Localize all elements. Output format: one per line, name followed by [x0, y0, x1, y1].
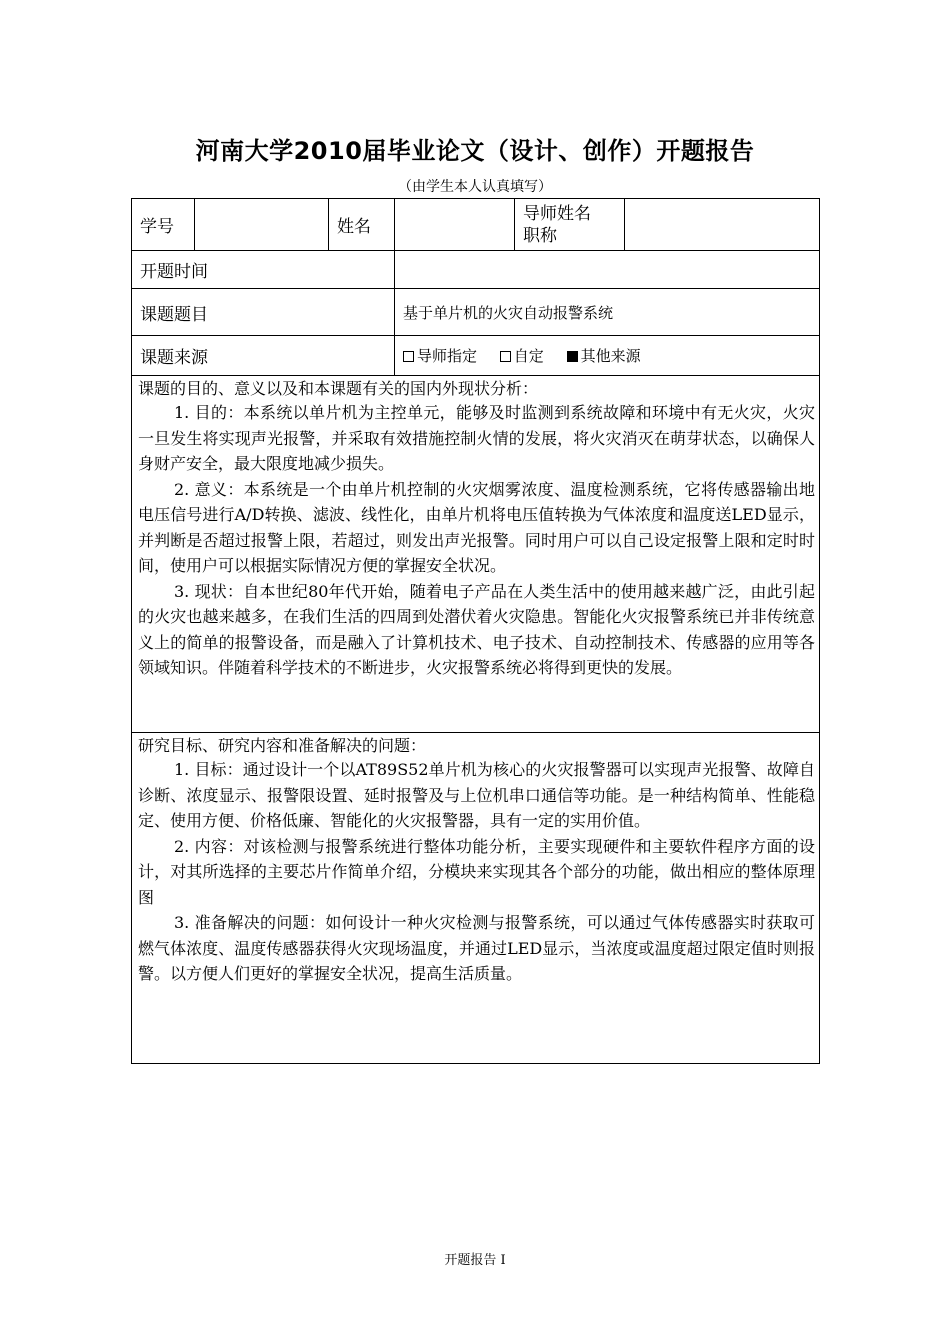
advisor-label [515, 199, 625, 251]
row-section-analysis [132, 376, 820, 733]
goals-section [132, 733, 820, 1064]
proposal-form-table [131, 198, 820, 1064]
advisor-name-label: 导师姓名 [523, 203, 591, 224]
source-option-label: 导师指定 [417, 347, 478, 365]
goals-paragraph-target: 1. 目标：通过设计一个以AT89S52单片机为核心的火灾报警器可以实现声光报警、故障自诊断、浓度显示、报警限设置、延时报警及与上位机串口通信等功能。是一种结构简单、性能稳定、使用方便、价格低廉、智能化的火灾报警器，具有一定的实用价值。 [138, 760, 815, 830]
row-source [132, 336, 820, 376]
document-title: 河南大学2010届毕业论文（设计、创作）开题报告 [195, 137, 755, 165]
row-section-goals [132, 733, 820, 1064]
checkbox-unchecked-icon[interactable] [500, 351, 511, 362]
start-time-label: 开题时间 [132, 251, 395, 289]
analysis-heading: 课题的目的、意义以及和本课题有关的国内外现状分析： [138, 379, 539, 398]
source-option-self[interactable] [500, 347, 544, 365]
advisor-field[interactable] [625, 199, 820, 251]
document-subtitle: （由学生本人认真填写） [398, 179, 552, 195]
source-option-other[interactable] [567, 347, 641, 365]
student-id-label: 学号 [132, 199, 195, 251]
goals-paragraph-problems: 3. 准备解决的问题：如何设计一种火灾检测与报警系统，可以通过气体传感器实时获取可燃气体浓度、温度传感器获得火灾现场温度，并通过LED显示，当浓度或温度超过限定值时则报警。以方便人们更好的掌握安全状况，提高生活质量。 [138, 913, 815, 983]
start-time-field[interactable] [395, 251, 820, 289]
row-start-time [132, 251, 820, 289]
analysis-section [132, 376, 820, 733]
source-options [395, 336, 820, 376]
source-label: 课题来源 [132, 336, 395, 376]
checkbox-checked-icon[interactable] [567, 351, 578, 362]
topic-field[interactable]: 基于单片机的火灾自动报警系统 [395, 289, 820, 336]
name-field[interactable] [395, 199, 515, 251]
student-id-field[interactable] [195, 199, 329, 251]
analysis-paragraph-status: 3. 现状：自本世纪80年代开始，随着电子产品在人类生活中的使用越来越广泛，由此引起的火灾也越来越多，在我们生活的四周到处潜伏着火灾隐患。智能化火灾报警系统已并非传统意义上的简单的报警设备，而是融入了计算机技术、电子技术、自动控制技术、传感器的应用等各领域知识。伴随着科学技术的不断进步，火灾报警系统必将得到更快的发展。 [138, 581, 815, 677]
source-option-label: 自定 [513, 347, 544, 365]
topic-label: 课题题目 [132, 289, 395, 336]
goals-paragraph-content: 2. 内容：对该检测与报警系统进行整体功能分析，主要实现硬件和主要软件程序方面的设计，对其所选择的主要芯片作简单介绍，分模块来实现其各个部分的功能，做出相应的整体原理图 [138, 836, 815, 907]
advisor-title-label: 职称 [523, 225, 557, 246]
page-footer: 开题报告 I [444, 1253, 506, 1268]
analysis-paragraph-purpose: 1. 目的：本系统以单片机为主控单元，能够及时监测到系统故障和环境中有无火灾，火灾一旦发生将实现声光报警，并采取有效措施控制火情的发展，将火灾消灭在萌芽状态，以确保人身财产安全，最大限度地减少损失。 [138, 403, 815, 473]
goals-heading: 研究目标、研究内容和准备解决的问题： [138, 736, 427, 755]
source-option-advisor[interactable] [403, 347, 477, 365]
name-label: 姓名 [329, 199, 395, 251]
row-identity [132, 199, 820, 251]
source-option-label: 其他来源 [580, 347, 641, 365]
checkbox-unchecked-icon[interactable] [403, 351, 414, 362]
analysis-paragraph-significance: 2. 意义：本系统是一个由单片机控制的火灾烟雾浓度、温度检测系统，它将传感器输出地电压信号进行A/D转换、滤波、线性化，由单片机将电压值转换为气体浓度和温度送LED显示，并判断是否超过报警上限，若超过，则发出声光报警。同时用户可以自己设定报警上限和定时时间，使用户可以根据实际情况方便的掌握安全状况。 [138, 479, 815, 575]
row-topic [132, 289, 820, 336]
